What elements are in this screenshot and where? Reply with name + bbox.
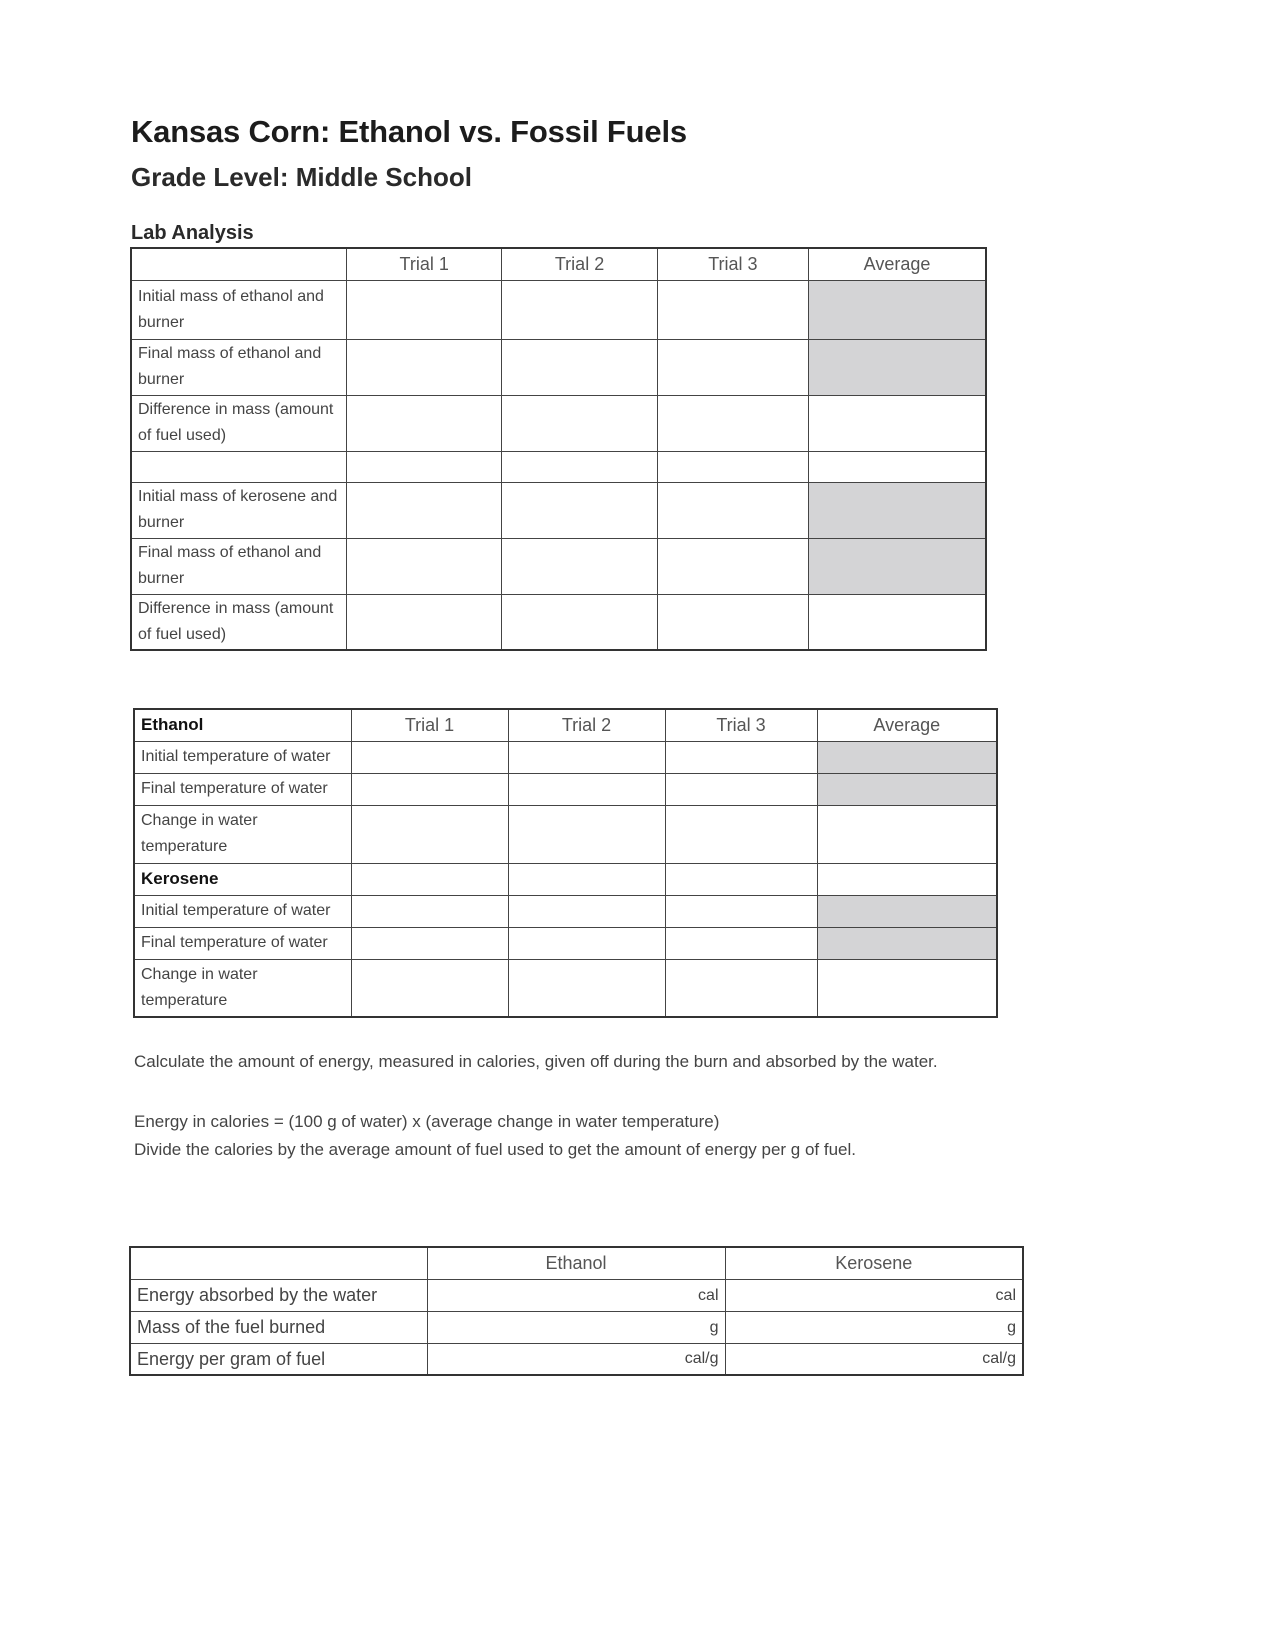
kerosene-value-cell[interactable]: [725, 1311, 1023, 1343]
average-cell-shaded: [817, 895, 997, 927]
unit-label: cal: [995, 1286, 1016, 1304]
row-label: Final temperature of water: [134, 927, 351, 959]
temperature-table-header-cell: Trial 3: [665, 709, 817, 741]
unit-label: cal/g: [684, 1350, 719, 1367]
mass-table: [130, 247, 987, 651]
mass-table-header: [131, 248, 986, 280]
row-label: Final mass of ethanol and burner: [131, 339, 347, 395]
data-cell[interactable]: [657, 395, 808, 451]
table-row: [134, 959, 997, 1017]
row-label: Mass of the fuel burned: [130, 1311, 427, 1343]
table-row: [134, 927, 997, 959]
data-cell[interactable]: [665, 959, 817, 1017]
temperature-table-header-cell: Average: [817, 709, 997, 741]
unit-label: cal: [698, 1286, 719, 1304]
data-cell[interactable]: [657, 339, 808, 395]
row-label: Difference in mass (amount of fuel used): [131, 594, 347, 650]
row-label: Final temperature of water: [134, 773, 351, 805]
data-cell[interactable]: [665, 927, 817, 959]
energy-table: [129, 1246, 1024, 1376]
data-cell[interactable]: [508, 895, 665, 927]
mass-table-header-cell: Trial 1: [347, 248, 502, 280]
mass-table-header-cell: [131, 248, 347, 280]
table-row: [131, 280, 986, 339]
table-row: [130, 1279, 1023, 1311]
data-cell[interactable]: [508, 741, 665, 773]
energy-table-header-cell: [130, 1247, 427, 1279]
kerosene-value-cell[interactable]: [725, 1279, 1023, 1311]
data-cell[interactable]: [502, 339, 657, 395]
data-cell[interactable]: [657, 594, 808, 650]
row-label: Initial mass of kerosene and burner: [131, 482, 347, 538]
row-label: [131, 451, 347, 482]
data-cell[interactable]: [665, 863, 817, 895]
data-cell[interactable]: [347, 395, 502, 451]
data-cell[interactable]: [347, 594, 502, 650]
table-row: [131, 482, 986, 538]
row-label: Initial mass of ethanol and burner: [131, 280, 347, 339]
table-row: [134, 773, 997, 805]
mass-table-header-cell: Trial 3: [657, 248, 808, 280]
ethanol-value-cell[interactable]: [427, 1343, 725, 1375]
data-cell[interactable]: [508, 773, 665, 805]
average-cell[interactable]: [817, 959, 997, 1017]
average-cell[interactable]: [809, 451, 986, 482]
table-row: [131, 395, 986, 451]
data-cell[interactable]: [508, 927, 665, 959]
energy-table-header-cell: Kerosene: [725, 1247, 1023, 1279]
average-cell[interactable]: [817, 863, 997, 895]
average-cell-shaded: [817, 927, 997, 959]
table-row: [131, 451, 986, 482]
instruction-line-3: Divide the calories by the average amount of fuel used to get the amount of energy per g of fuel.: [134, 1140, 857, 1159]
ethanol-value-cell[interactable]: [427, 1279, 725, 1311]
kerosene-value-cell[interactable]: [725, 1343, 1023, 1375]
row-label: Energy absorbed by the water: [130, 1279, 427, 1311]
data-cell[interactable]: [502, 482, 657, 538]
table-row: [131, 594, 986, 650]
data-cell[interactable]: [502, 538, 657, 594]
energy-table-header-cell: Ethanol: [427, 1247, 725, 1279]
data-cell[interactable]: [665, 805, 817, 863]
row-label: Initial temperature of water: [134, 741, 351, 773]
data-cell[interactable]: [665, 895, 817, 927]
data-cell[interactable]: [351, 863, 508, 895]
data-cell[interactable]: [657, 482, 808, 538]
data-cell[interactable]: [502, 280, 657, 339]
data-cell[interactable]: [508, 863, 665, 895]
data-cell[interactable]: [347, 339, 502, 395]
average-cell[interactable]: [817, 805, 997, 863]
table-row: [134, 741, 997, 773]
temperature-table-header-cell: Trial 1: [351, 709, 508, 741]
average-cell-shaded: [809, 280, 986, 339]
unit-label: g: [1007, 1318, 1016, 1336]
data-cell[interactable]: [502, 395, 657, 451]
row-label: Difference in mass (amount of fuel used): [131, 395, 347, 451]
page-title: Kansas Corn: Ethanol vs. Fossil Fuels: [131, 114, 687, 149]
average-cell-shaded: [809, 339, 986, 395]
page-subtitle: Grade Level: Middle School: [131, 162, 472, 192]
table-row: [131, 538, 986, 594]
ethanol-heading: Ethanol: [134, 709, 351, 741]
temperature-table: [133, 708, 998, 1018]
data-cell[interactable]: [351, 895, 508, 927]
data-cell[interactable]: [351, 741, 508, 773]
average-cell-shaded: [809, 538, 986, 594]
data-cell[interactable]: [351, 927, 508, 959]
data-cell[interactable]: [657, 451, 808, 482]
data-cell[interactable]: [508, 959, 665, 1017]
average-cell[interactable]: [809, 594, 986, 650]
data-cell[interactable]: [351, 805, 508, 863]
table-row: [134, 863, 997, 895]
row-label: Energy per gram of fuel: [130, 1343, 427, 1375]
row-label: Final mass of ethanol and burner: [131, 538, 347, 594]
table-row: [130, 1343, 1023, 1375]
instruction-line-2: Energy in calories = (100 g of water) x (average change in water temperature): [134, 1112, 720, 1131]
unit-label: cal/g: [982, 1350, 1016, 1367]
data-cell[interactable]: [351, 959, 508, 1017]
temperature-table-header-cell: Trial 2: [508, 709, 665, 741]
table-row: [131, 339, 986, 395]
data-cell[interactable]: [657, 280, 808, 339]
average-cell[interactable]: [809, 395, 986, 451]
energy-table-header: [130, 1247, 1023, 1279]
data-cell[interactable]: [347, 280, 502, 339]
data-cell[interactable]: [502, 451, 657, 482]
data-cell[interactable]: [347, 538, 502, 594]
data-cell[interactable]: [508, 805, 665, 863]
average-cell-shaded: [817, 773, 997, 805]
row-label: Initial temperature of water: [134, 895, 351, 927]
data-cell[interactable]: [665, 773, 817, 805]
ethanol-value-cell[interactable]: [427, 1311, 725, 1343]
data-cell[interactable]: [502, 594, 657, 650]
data-cell[interactable]: [665, 741, 817, 773]
row-label: Change in water temperature: [134, 805, 351, 863]
section-title: Lab Analysis: [131, 222, 254, 244]
kerosene-heading: Kerosene: [134, 863, 351, 895]
data-cell[interactable]: [351, 773, 508, 805]
average-cell-shaded: [817, 741, 997, 773]
data-cell[interactable]: [347, 451, 502, 482]
instruction-line-1: Calculate the amount of energy, measured in calories, given off during the burn and absorbed by the water.: [134, 1052, 938, 1071]
data-cell[interactable]: [347, 482, 502, 538]
data-cell[interactable]: [657, 538, 808, 594]
table-row: [134, 805, 997, 863]
temperature-table-header: [134, 709, 997, 741]
mass-table-header-cell: Average: [809, 248, 986, 280]
unit-label: g: [709, 1318, 719, 1336]
average-cell-shaded: [809, 482, 986, 538]
row-label: Change in water temperature: [134, 959, 351, 1017]
mass-table-header-cell: Trial 2: [502, 248, 657, 280]
table-row: [134, 895, 997, 927]
table-row: [130, 1311, 1023, 1343]
